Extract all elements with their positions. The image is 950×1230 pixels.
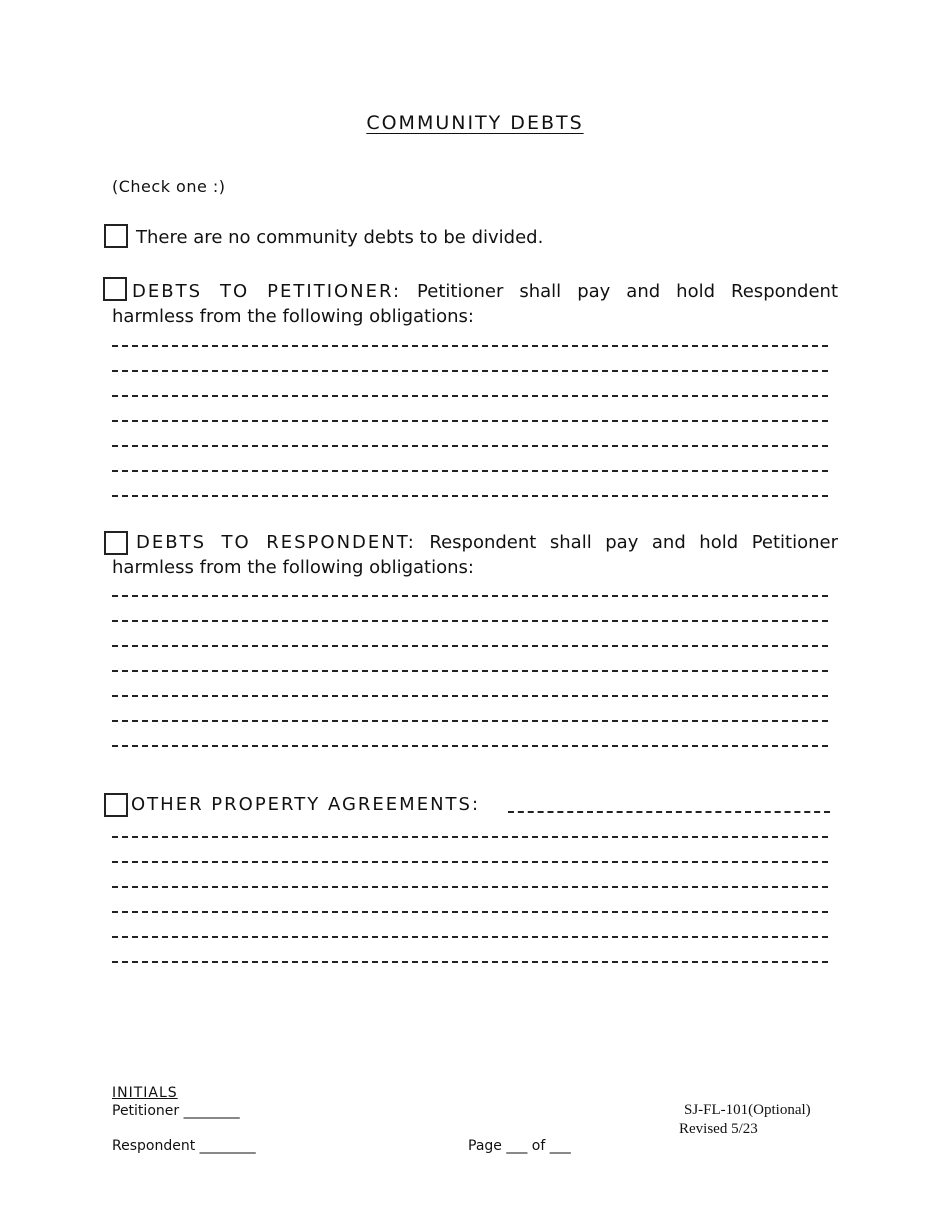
other-property-lines[interactable] bbox=[112, 819, 828, 969]
no-debts-checkbox[interactable] bbox=[104, 224, 128, 248]
debts-to-petitioner-heading: DEBTS TO PETITIONER: bbox=[132, 281, 402, 302]
blank-line[interactable] bbox=[112, 728, 828, 753]
instruction-text: (Check one :) bbox=[112, 177, 226, 196]
page-title bbox=[0, 112, 950, 134]
blank-line[interactable] bbox=[112, 844, 828, 869]
debts-to-petitioner-text: Petitioner shall pay and hold Respondent harmless from the following obligations: bbox=[112, 281, 839, 327]
revision-date: Revised 5/23 bbox=[679, 1121, 758, 1137]
blank-line[interactable] bbox=[112, 819, 828, 844]
respondent-obligation-lines[interactable] bbox=[112, 578, 828, 753]
blank-line[interactable] bbox=[112, 653, 828, 678]
page-number: Page ___ of ___ bbox=[468, 1138, 571, 1154]
blank-line[interactable] bbox=[112, 678, 828, 703]
blank-line[interactable] bbox=[112, 428, 828, 453]
debts-to-respondent-heading: DEBTS TO RESPONDENT: bbox=[136, 532, 416, 553]
blank-line[interactable] bbox=[112, 453, 828, 478]
debts-to-respondent-paragraph bbox=[112, 530, 838, 580]
blank-line[interactable] bbox=[112, 578, 828, 603]
other-property-checkbox[interactable] bbox=[104, 793, 128, 817]
other-property-inline-line[interactable] bbox=[508, 794, 830, 819]
blank-line[interactable] bbox=[112, 378, 828, 403]
blank-line[interactable] bbox=[112, 353, 828, 378]
blank-line[interactable] bbox=[112, 403, 828, 428]
blank-line[interactable] bbox=[508, 794, 830, 819]
blank-line[interactable] bbox=[112, 919, 828, 944]
blank-line[interactable] bbox=[112, 603, 828, 628]
blank-line[interactable] bbox=[112, 944, 828, 969]
blank-line[interactable] bbox=[112, 328, 828, 353]
blank-line[interactable] bbox=[112, 894, 828, 919]
no-debts-label: There are no community debts to be divided. bbox=[136, 227, 544, 248]
blank-line[interactable] bbox=[112, 869, 828, 894]
blank-line[interactable] bbox=[112, 478, 828, 503]
debts-to-respondent-text: Respondent shall pay and hold Petitioner harmless from the following obligations: bbox=[112, 532, 838, 578]
form-id: SJ-FL-101(Optional) bbox=[684, 1102, 811, 1118]
blank-line[interactable] bbox=[112, 703, 828, 728]
petitioner-initials[interactable]: Petitioner ________ bbox=[112, 1103, 240, 1119]
petitioner-obligation-lines[interactable] bbox=[112, 328, 828, 503]
debts-to-petitioner-paragraph bbox=[112, 279, 838, 329]
blank-line[interactable] bbox=[112, 628, 828, 653]
page-title-text: COMMUNITY DEBTS bbox=[366, 112, 584, 134]
initials-label: INITIALS bbox=[112, 1085, 178, 1101]
respondent-initials[interactable]: Respondent ________ bbox=[112, 1138, 256, 1154]
other-property-heading: OTHER PROPERTY AGREEMENTS: bbox=[131, 794, 481, 815]
